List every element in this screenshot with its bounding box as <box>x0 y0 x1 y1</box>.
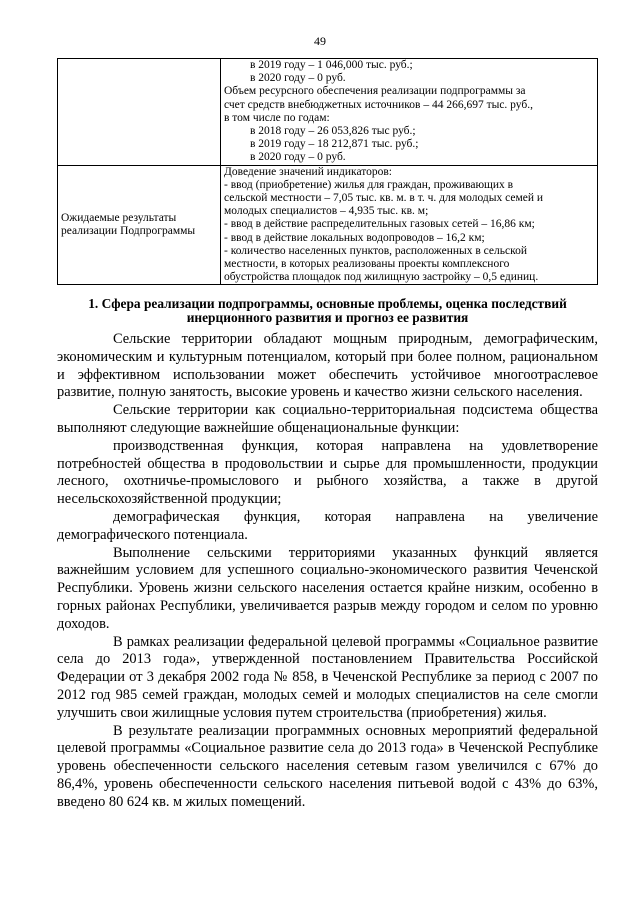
paragraph: демографическая функция, которая направлена на увеличение демографического потенциала. <box>57 508 598 543</box>
funding-line: в том числе по годам: <box>224 111 330 124</box>
indicator-line: обустройства площадок под жилищную застройку – 0,5 единиц. <box>224 271 539 284</box>
indicator-line: Доведение значений индикаторов: <box>224 165 393 178</box>
paragraph: Сельские территории обладают мощным природным, демографическим, экономическим и культурным потенциалом, который при более полном, рациональном и эффективном использовании может обеспечить устойчивое многоотраслевое развитие, полную занятость, высокие уровень и качество жизни сельского населения. <box>57 331 598 401</box>
page-number: 49 <box>314 34 326 48</box>
funding-line: в 2018 году – 26 053,826 тыс руб.; <box>250 125 416 138</box>
indicator-line: - ввод в действие распределительных газовых сетей – 16,86 км; <box>224 218 535 231</box>
indicator-line: - ввод в действие локальных водопроводов – 16,2 км; <box>224 231 485 244</box>
table-cell-label-empty <box>58 59 221 166</box>
funding-line: счет средств внебюджетных источников – 44 266,697 тыс. руб., <box>224 98 533 111</box>
indicator-line: молодых специалистов – 4,935 тыс. кв. м; <box>224 205 429 218</box>
funding-line: в 2020 году – 0 руб. <box>250 72 346 85</box>
indicator-line: местности, в которых реализованы проекты комплексного <box>224 258 510 271</box>
subprogram-passport-table <box>57 58 598 285</box>
expected-results-label: Ожидаемые результаты реализации Подпрограммы <box>58 165 221 285</box>
paragraph: производственная функция, которая направлена на удовлетворение потребностей общества в продовольствии и сырье для промышленности, продукции лесного, охотничье-промыслового и рыбного хозяйства, а также в другой несельскохозяйственной продукции; <box>57 437 598 508</box>
funding-line: в 2019 году – 18 212,871 тыс. руб.; <box>250 138 419 151</box>
indicator-line: - количество населенных пунктов, расположенных в сельской <box>224 244 528 257</box>
indicator-line: сельской местности – 7,05 тыс. кв. м. в т. ч. для молодых семей и <box>224 192 544 205</box>
table-row <box>58 59 598 166</box>
section-heading: 1. Сфера реализации подпрограммы, основные проблемы, оценка последствий инерционного развития и прогноз ее развития <box>88 296 567 325</box>
table-row <box>58 165 598 285</box>
funding-line: Объем ресурсного обеспечения реализации подпрограммы за <box>224 85 526 98</box>
section-body <box>57 331 598 812</box>
funding-line: в 2019 году – 1 046,000 тыс. руб.; <box>250 59 413 71</box>
funding-line: в 2020 году – 0 руб. <box>250 151 346 164</box>
indicator-line: - ввод (приобретение) жилья для граждан, проживающих в <box>224 178 514 191</box>
table-cell-funding <box>221 59 598 166</box>
paragraph: В результате реализации программных основных мероприятий федеральной целевой программы «Социальное развитие села до 2013 года» в Чеченской Республике уровень обеспеченности сельского населения сетевым газом увеличился с 67% до 86,4%, уровень обеспеченности сельского населения питьевой водой с 43% до 63%, введено 80 624 кв. м жилых помещений. <box>57 722 598 810</box>
table-cell-indicators <box>221 165 598 285</box>
paragraph: Сельские территории как социально-территориальная подсистема общества выполняют следующие важнейшие общенациональные функции: <box>57 402 598 436</box>
paragraph: Выполнение сельскими территориями указанных функций является важнейшим условием для успешного социально-экономического развития Чеченской Республики. Уровень жизни сельского населения остается крайне низким, особенно в горных районах Республики, увеличивается разрыв между городом и селом по уровню доходов. <box>57 544 598 632</box>
paragraph: В рамках реализации федеральной целевой программы «Социальное развитие села до 2013 года», утвержденной постановлением Правительства Российской Федерации от 3 декабря 2002 года № 858, в Чеченской Республике за период с 2007 по 2012 год 985 семей граждан, молодых семей и молодых специалистов на селе смогли улучшить свои жилищные условия путем строительства (приобретения) жилья. <box>57 633 598 721</box>
